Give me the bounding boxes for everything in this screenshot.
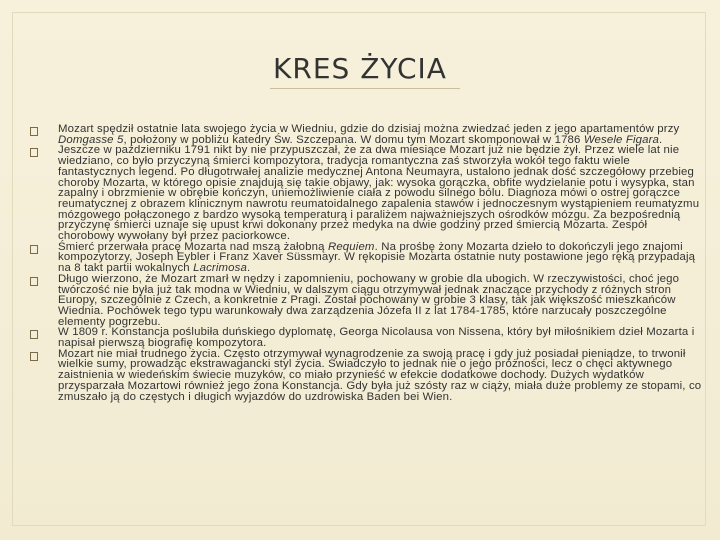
bullet-text: Śmierć przerwała pracę Mozarta nad mszą żałobną Requiem. Na prośbę żony Mozarta dzieło to dokończyli jego znajomi kompozytorzy, Joseph Eybler i Franz Xaver Süssmayr. W rękopisie Mozarta ostatnie nuty postawione jego ręką przypadają na 8 takt partii wokalnych Lacrimosa. [58, 240, 696, 275]
bullet-list [30, 124, 705, 402]
title-underline [270, 88, 460, 89]
square-bullet-icon [30, 277, 38, 286]
bullet-text: W 1809 r. Konstancja poślubiła duńskiego dyplomatę, Georga Nicolausa von Nissena, który był miłośnikiem dzieł Mozarta i napisał pierwszą biografię kompozytora. [58, 326, 695, 350]
list-item [30, 274, 705, 328]
square-bullet-icon [30, 330, 38, 339]
bullet-text: Mozart spędził ostatnie lata swojego życia w Wiedniu, gdzie do dzisiaj można zwiedzać jeden z jego apartamentów przy Domgasse 5, położony w pobliżu katedry Św. Szczepana. W domu tym Mozart skomponował w 1786 Wesele Figara. [58, 123, 680, 146]
list-item [30, 124, 705, 145]
square-bullet-icon [30, 352, 38, 361]
square-bullet-icon [30, 148, 38, 157]
slide-title: KRES ŻYCIA [273, 52, 447, 85]
bullet-text: Mozart nie miał trudnego życia. Często otrzymywał wynagrodzenie za swoją pracę i gdy już posiadał pieniądze, to trwonił wielkie sumy, prowadząc ekstrawagancki styl życia. Świadczyło to jednak nie o jego próżności, lecz o chęci aktywnego zaistnienia w wiedeńskim świecie muzyków, co miało przynieść w efekcie dodatkowe dochody. Dużych wydatków przysparzała Mozartowi również jego żona Konstancja. Gdy była już szósty raz w ciąży, miała duże problemy ze stopami, co zmuszało ją do częstych i długich wyjazdów do uzdrowiska Baden bei Wien. [58, 347, 702, 403]
list-item [30, 145, 705, 241]
bullet-text: Jeszcze w październiku 1791 nikt by nie przypuszczał, że za dwa miesiące Mozart już nie będzie żył. Przez wiele lat nie wiedziano, co było przyczyną śmierci kompozytora, tradycja romantyczna zaś stworzyła wokół tego faktu wiele fantastycznych legend. Po długotrwałej analizie medycznej Antona Neumayra, ustalono jednak dość szczegółowy przebieg choroby Mozarta, w którego opisie znajdują się takie objawy, jak: wysoka gorączka, obfite wydzielanie potu i wysypka, stan zapalny i obrzmienie w obrębie kończyn, uniemożliwienie ciała z powodu silnego bólu. Diagnoza mówi o ostrej gorączce reumatycznej z obrazem klinicznym nawrotu reumatoidalnego zapalenia stawów i jednoczesnym wystąpieniem reumatyzmu mózgowego połączonego z bardzo wysoką temperaturą i paraliżem najważniejszych ośrodków mózgu. Za bezpośrednią przyczynę śmierci uznaje się upust krwi dokonany przez medyka na dwie godziny przed śmiercią Mozarta. Zespół chorobowy wywołany był przez paciorkowce. [58, 144, 700, 243]
list-item [30, 242, 705, 274]
square-bullet-icon [30, 245, 38, 254]
list-item [30, 327, 705, 348]
square-bullet-icon [30, 127, 38, 136]
list-item [30, 349, 705, 403]
bullet-text: Długo wierzono, że Mozart zmarł w nędzy i zapomnieniu, pochowany w grobie dla ubogich. W rzeczywistości, choć jego twórczość nie była już tak modna w Wiedniu, w dalszym ciągu otrzymywał jednak znaczące przychody z różnych stron Europy, szczególnie z Czech, a konkretnie z Pragi. Został pochowany w grobie 3 klasy, tak jak większość mieszkańców Wiednia. Pochówek tego typu warunkowały dwa zarządzenia Józefa II z lat 1784-1785, które narzucały poszczególne elementy pogrzebu. [58, 272, 680, 328]
